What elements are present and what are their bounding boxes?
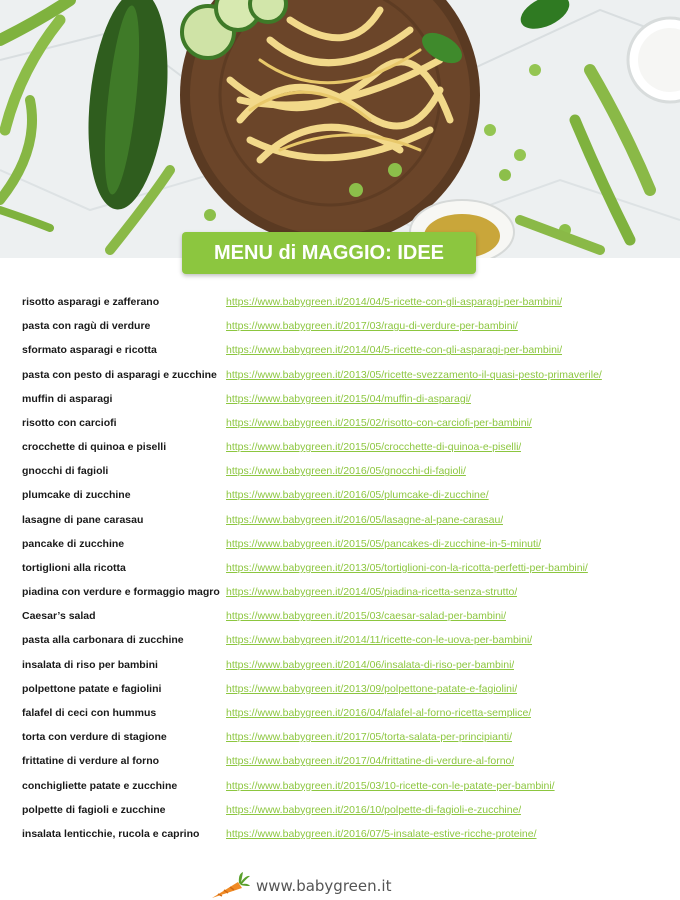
recipe-name: risotto con carciofi	[22, 416, 117, 429]
list-item	[22, 677, 662, 701]
recipe-link[interactable]: https://www.babygreen.it/2016/04/falafel-al-forno-ricetta-semplice/	[226, 707, 532, 719]
recipe-name: Caesar’s salad	[22, 610, 96, 623]
recipe-link[interactable]: https://www.babygreen.it/2013/05/ricette-svezzamento-il-quasi-pesto-primaverile/	[226, 368, 602, 381]
recipe-link[interactable]: https://www.babygreen.it/2016/05/gnocchi-di-fagioli/	[226, 465, 466, 478]
title-banner	[182, 232, 476, 274]
recipe-name: tortiglioni alla ricotta	[22, 561, 126, 574]
recipe-link[interactable]: https://www.babygreen.it/2013/09/polpettone-patate-e-fagiolini/	[226, 682, 518, 695]
list-item	[22, 314, 662, 338]
recipe-name: insalata di riso per bambini	[22, 658, 158, 671]
list-item	[22, 773, 662, 797]
recipe-name: polpettone patate e fagiolini	[22, 682, 162, 695]
recipe-name: risotto asparagi e zafferano	[22, 296, 160, 309]
recipe-name: pasta con pesto di asparagi e zucchine	[22, 368, 217, 381]
recipe-link[interactable]: https://www.babygreen.it/2015/03/caesar-salad-per-bambini/	[226, 610, 507, 623]
list-item	[22, 822, 662, 846]
recipe-name: piadina con verdure e formaggio magro	[22, 586, 220, 599]
recipe-link[interactable]: https://www.babygreen.it/2014/05/piadina-ricetta-senza-strutto/	[226, 586, 518, 599]
list-item	[22, 556, 662, 580]
list-item	[22, 363, 662, 387]
recipe-name: pancake di zucchine	[22, 537, 125, 550]
recipe-link[interactable]: https://www.babygreen.it/2016/07/5-insalate-estive-ricche-proteine/	[226, 827, 537, 840]
recipe-link[interactable]: https://www.babygreen.it/2014/04/5-ricette-con-gli-asparagi-per-bambini/	[226, 296, 563, 309]
list-item	[22, 435, 662, 459]
recipe-link[interactable]: https://www.babygreen.it/2015/03/10-ricette-con-le-patate-per-bambini/	[226, 779, 555, 792]
list-item	[22, 338, 662, 362]
list-item	[22, 604, 662, 628]
recipe-name: crocchette di quinoa e piselli	[22, 441, 167, 454]
carrot-icon	[208, 872, 250, 900]
list-item	[22, 459, 662, 483]
list-item	[22, 532, 662, 556]
recipe-name: falafel di ceci con hummus	[22, 707, 157, 719]
hero-photo	[0, 0, 680, 258]
page-title: MENU di MAGGIO: IDEE	[214, 241, 444, 264]
recipe-link[interactable]: https://www.babygreen.it/2016/05/lasagne-al-pane-carasau/	[226, 513, 504, 526]
recipe-name: gnocchi di fagioli	[22, 465, 109, 478]
recipe-link[interactable]: https://www.babygreen.it/2016/05/plumcake-di-zucchine/	[226, 489, 489, 502]
footer	[208, 872, 468, 900]
recipe-list	[22, 290, 662, 846]
recipe-name: polpette di fagioli e zucchine	[22, 803, 166, 816]
recipe-link[interactable]: https://www.babygreen.it/2014/04/5-ricette-con-gli-asparagi-per-bambini/	[226, 344, 563, 357]
list-item	[22, 483, 662, 507]
list-item	[22, 798, 662, 822]
recipe-name: pasta con ragù di verdure	[22, 320, 151, 333]
recipe-name: torta con verdure di stagione	[22, 731, 167, 744]
recipe-link[interactable]: https://www.babygreen.it/2017/04/frittatine-di-verdure-al-forno/	[226, 755, 515, 768]
list-item	[22, 725, 662, 749]
list-item	[22, 749, 662, 773]
recipe-link[interactable]: https://www.babygreen.it/2014/06/insalata-di-riso-per-bambini/	[226, 658, 515, 671]
recipe-link[interactable]: https://www.babygreen.it/2017/05/torta-salata-per-principianti/	[226, 731, 512, 744]
list-item	[22, 411, 662, 435]
recipe-link[interactable]: https://www.babygreen.it/2017/03/ragu-di-verdure-per-bambini/	[226, 320, 518, 333]
recipe-name: conchigliette patate e zucchine	[22, 779, 178, 792]
recipe-link[interactable]: https://www.babygreen.it/2015/05/crocchette-di-quinoa-e-piselli/	[226, 441, 522, 454]
list-item	[22, 290, 662, 314]
recipe-link[interactable]: https://www.babygreen.it/2014/11/ricette-con-le-uova-per-bambini/	[226, 634, 533, 647]
list-item	[22, 508, 662, 532]
recipe-name: sformato asparagi e ricotta	[22, 344, 157, 357]
list-item	[22, 653, 662, 677]
pasta-vegetables-illustration	[0, 0, 680, 258]
recipe-link[interactable]: https://www.babygreen.it/2013/05/tortiglioni-con-la-ricotta-perfetti-per-bambini/	[226, 561, 588, 574]
recipe-link[interactable]: https://www.babygreen.it/2015/05/pancakes-di-zucchine-in-5-minuti/	[226, 537, 542, 550]
recipe-name: pasta alla carbonara di zucchine	[22, 634, 184, 647]
list-item	[22, 580, 662, 604]
recipe-name: insalata lenticchie, rucola e caprino	[22, 827, 200, 840]
list-item	[22, 628, 662, 652]
list-item	[22, 701, 662, 725]
list-item	[22, 387, 662, 411]
recipe-link[interactable]: https://www.babygreen.it/2016/10/polpette-di-fagioli-e-zucchine/	[226, 803, 522, 816]
recipe-link[interactable]: https://www.babygreen.it/2015/04/muffin-di-asparagi/	[226, 392, 471, 405]
recipe-name: muffin di asparagi	[22, 392, 113, 405]
recipe-name: frittatine di verdure al forno	[22, 755, 160, 768]
recipe-link[interactable]: https://www.babygreen.it/2015/02/risotto-con-carciofi-per-bambini/	[226, 416, 532, 429]
recipe-name: lasagne di pane carasau	[22, 513, 144, 526]
site-name[interactable]: www.babygreen.it	[256, 877, 392, 895]
recipe-name: plumcake di zucchine	[22, 489, 131, 502]
